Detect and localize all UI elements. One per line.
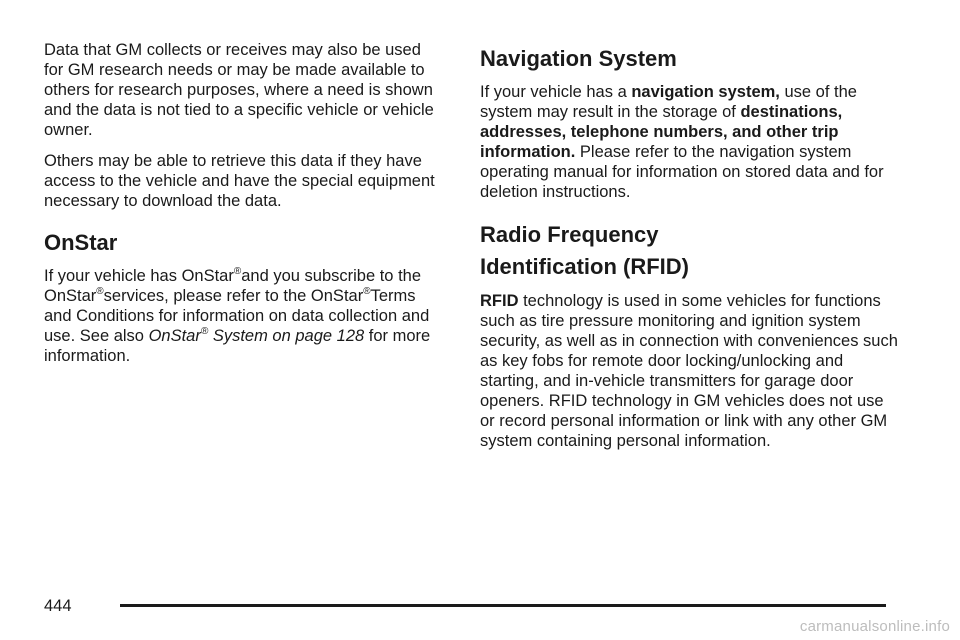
registered-mark: ® [233, 266, 242, 277]
onstar-text-2: and you subscribe to the OnStar [44, 267, 422, 305]
page-number: 444 [44, 597, 72, 615]
rfid-heading [480, 219, 900, 283]
onstar-reference-link[interactable] [149, 327, 365, 345]
rfid-paragraph [480, 291, 900, 451]
onstar-link-text-b: System on page 128 [208, 327, 365, 345]
onstar-heading: OnStar [44, 230, 118, 255]
research-data-paragraph: Data that GM collects or receives may also be used for GM research needs or may be made available to others for research purposes, where a need is shown and the data is not tied to a specific vehicle or vehicle owner. [44, 41, 434, 139]
nav-text-2: use of the system may result in the storage of [480, 83, 857, 121]
navigation-paragraph [480, 82, 900, 202]
onstar-text-5: for more information. [44, 327, 431, 365]
rfid-heading-line1: Radio Frequency [480, 222, 659, 247]
retrieve-data-paragraph: Others may be able to retrieve this data if they have access to the vehicle and have the special equipment necessary to download the data. [44, 152, 435, 210]
watermark: carmanualsonline.info [799, 618, 950, 635]
nav-text-1: If your vehicle has a [480, 83, 632, 101]
page-footer [44, 596, 886, 616]
onstar-text-4: Terms and Conditions for information on data collection and use. See also [44, 287, 430, 345]
rfid-heading-line2: Identification (RFID) [480, 254, 689, 279]
right-column [480, 40, 900, 462]
rfid-bold: RFID [480, 292, 519, 310]
left-column [44, 40, 444, 377]
registered-mark: ® [363, 286, 371, 297]
onstar-link-text-a: OnStar [148, 327, 201, 345]
onstar-paragraph [44, 266, 444, 366]
nav-text-3: Please refer to the navigation system operating manual for information on stored data and for deletion instructions. [480, 143, 884, 201]
nav-bold-1: navigation system, [631, 83, 780, 101]
onstar-text-3: services, please refer to the OnStar [103, 287, 364, 305]
registered-mark: ® [96, 286, 104, 297]
nav-bold-2: destinations, addresses, telephone numbers, and other trip information. [480, 103, 843, 161]
footer-rule [120, 604, 886, 607]
registered-mark: ® [200, 326, 209, 337]
navigation-system-heading: Navigation System [480, 46, 677, 71]
onstar-text-1: If your vehicle has OnStar [44, 267, 234, 285]
rfid-text: technology is used in some vehicles for functions such as tire pressure monitoring and ignition system security, as well as in connection with conveniences such as key fobs for remote door locking/unlocking and starting, and in-vehicle transmitters for garage door openers. RFID technology in GM vehicles does not use or record personal information or link with any other GM system containing personal information. [480, 292, 898, 450]
